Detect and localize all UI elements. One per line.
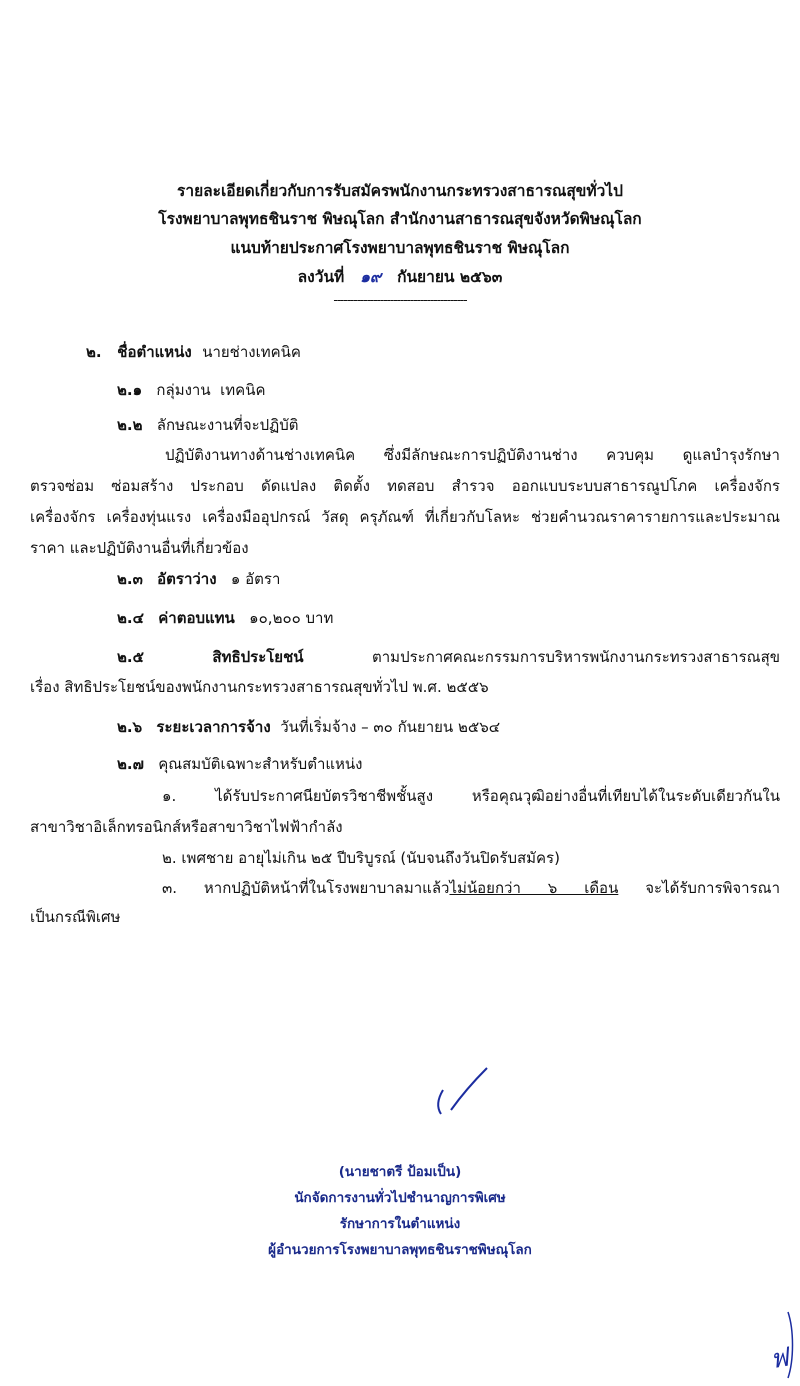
s4-label: ค่าตอบแทน [158,609,235,627]
section-2-2 [117,413,299,437]
section-2-6 [117,715,500,739]
s6-value: วันที่เริ่มจ้าง – ๓๐ กันยายน ๒๕๖๔ [280,718,501,736]
section-2-5 [117,645,780,669]
position-number: ๒. [86,343,102,361]
s4-value: ๑๐,๒๐๐ บาท [249,609,334,627]
s7-label: คุณสมบัติเฉพาะสำหรับตำแหน่ง [158,755,363,773]
s7-item-2: ๒. เพศชาย อายุไม่เกิน ๒๕ ปีบริบูรณ์ (นับจนถึงวันปิดรับสมัคร) [162,849,560,867]
position-heading [86,340,301,364]
s3-value: ๑ อัตรา [230,570,281,588]
position-title: นายช่างเทคนิค [202,343,301,361]
signer-title-1: นักจัดการงานทั่วไปชำนาญการพิเศษ [294,1190,506,1206]
s1-number: ๒.๑ [117,381,143,399]
s7-item-1-line-2: สาขาวิชาอิเล็กทรอนิกส์หรือสาขาวิชาไฟฟ้ากำลัง [30,818,343,836]
corner-bracket-mark [784,1310,798,1380]
s2-line-3: เครื่องจักร เครื่องทุ่นแรง เครื่องมืออุปกรณ์ วัสดุ ครุภัณฑ์ ที่เกี่ยวกับโลหะ ช่วยคำนวณราคารายการและประมาณ [30,508,780,526]
s2-line-4: ราคา และปฏิบัติงานอื่นที่เกี่ยวข้อง [30,539,249,557]
header-line-3: แนบท้ายประกาศโรงพยาบาลพุทธชินราช พิษณุโลก [230,239,570,257]
section-2-7 [117,752,363,776]
s5-line-2: เรื่อง สิทธิประโยชน์ของพนักงานกระทรวงสาธารณสุขทั่วไป พ.ศ. ๒๕๕๖ [30,678,489,696]
s7-item-3-line-2: เป็นกรณีพิเศษ [30,908,121,926]
header-divider: ---------------------------------------- [333,293,467,307]
section-2-4 [117,606,333,630]
section-2-1 [117,378,265,402]
handwritten-signature [425,1060,505,1120]
s3-label: อัตราว่าง [157,570,217,588]
s7-item-3-a: ๓. หากปฏิบัติหน้าที่ในโรงพยาบาลมาแล้ว [162,879,450,897]
s2-line-2: ตรวจซ่อม ซ่อมสร้าง ประกอบ ดัดแปลง ติดตั้ง ทดสอบ สำรวจ ออกแบบระบบสาธารณูปโภค เครื่องจักร [30,477,780,495]
s7-item-1-line-1: ๑. ได้รับประกาศนียบัตรวิชาชีพชั้นสูง หรือคุณวุฒิอย่างอื่นที่เทียบได้ในระดับเดียวกันใน [162,787,780,805]
s2-line-1: ปฏิบัติงานทางด้านช่างเทคนิค ซึ่งมีลักษณะการปฏิบัติงานช่าง ควบคุม ดูแลบำรุงรักษา [165,446,780,464]
s6-label: ระยะเวลาการจ้าง [156,718,271,736]
s5-label: สิทธิประโยชน์ [212,648,304,666]
header-line-1: รายละเอียดเกี่ยวกับการรับสมัครพนักงานกระทรวงสาธารณสุขทั่วไป [177,182,623,200]
s5-line-1: ตามประกาศคณะกรรมการบริหารพนักงานกระทรวงสาธารณสุข [372,648,780,666]
s4-number: ๒.๔ [117,609,144,627]
date-rest: กันยายน ๒๕๖๓ [397,268,503,286]
s1-label: กลุ่มงาน [156,381,211,399]
signer-title-2: รักษาการในตำแหน่ง [339,1216,461,1232]
s7-item-3-underlined: ไม่น้อยกว่า ๖ เดือน [449,879,619,897]
section-2-3 [117,567,280,591]
date-prefix: ลงวันที่ [297,268,345,286]
s7-number: ๒.๗ [117,755,144,773]
s7-item-3-line-1 [162,876,780,900]
header-date [0,264,800,289]
signer-title-3: ผู้อำนวยการโรงพยาบาลพุทธชินราชพิษณุโลก [268,1242,532,1258]
s5-number: ๒.๕ [117,648,144,666]
position-label: ชื่อตำแหน่ง [117,343,192,361]
s6-number: ๒.๖ [117,718,143,736]
s2-label: ลักษณะงานที่จะปฏิบัติ [156,416,299,434]
s2-number: ๒.๒ [117,416,143,434]
corner-mark: ฟ [767,1342,791,1376]
signer-name: (นายชาตรี ป้อมเป็น) [338,1164,462,1180]
date-day: ๑๙ [360,267,382,286]
s3-number: ๒.๓ [117,570,143,588]
s7-item-3-b: จะได้รับการพิจารณา [645,879,780,897]
header-line-2: โรงพยาบาลพุทธชินราช พิษณุโลก สำนักงานสาธารณสุขจังหวัดพิษณุโลก [158,210,642,228]
s1-value: เทคนิค [220,381,266,399]
